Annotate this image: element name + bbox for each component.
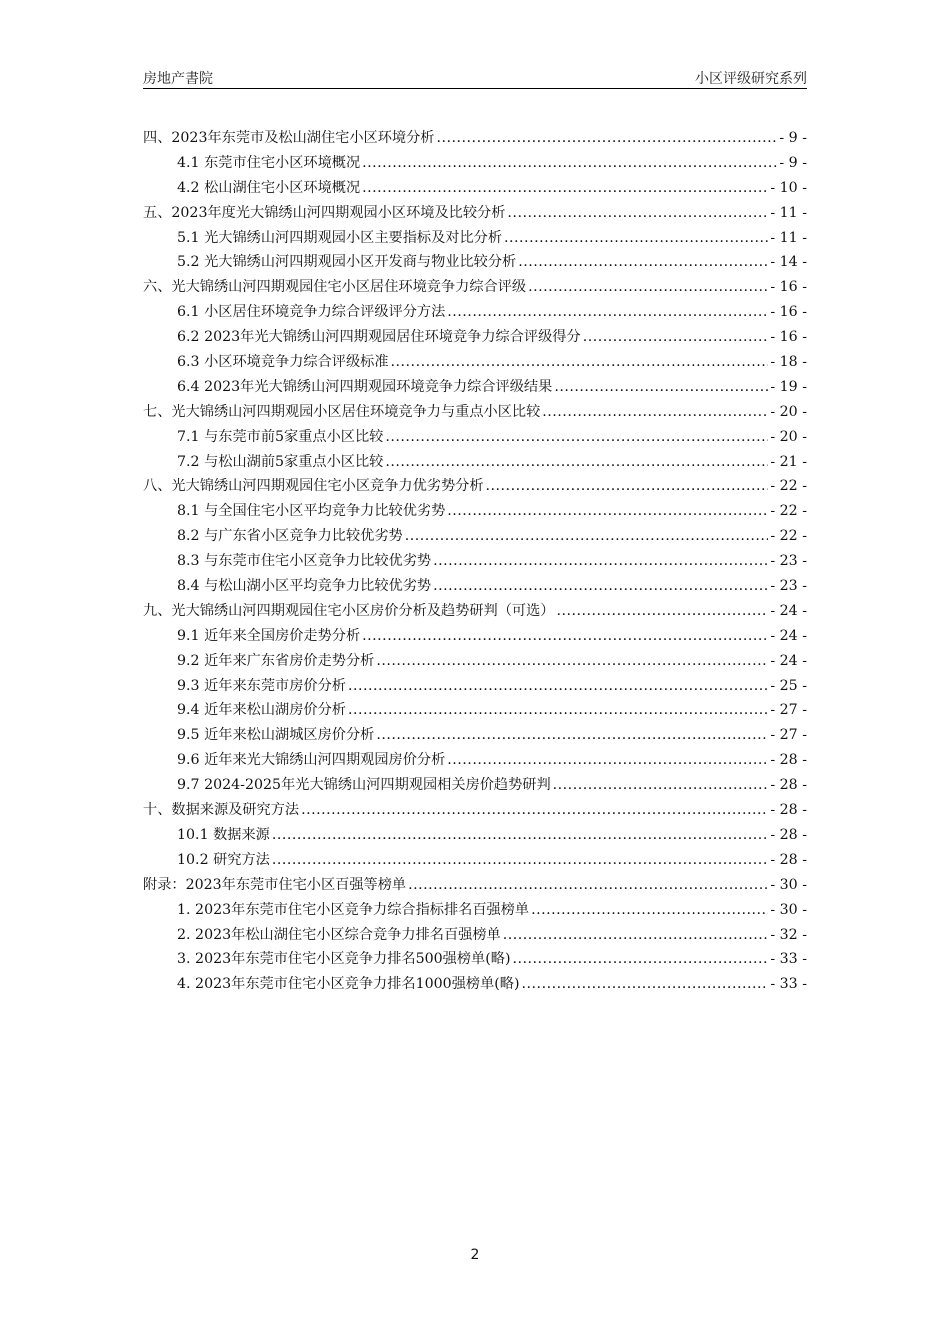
toc-entry-title: 八、光大锦绣山河四期观园住宅小区竞争力优劣势分析 <box>143 478 484 495</box>
toc-entry-title: 8.4 与松山湖小区平均竞争力比较优劣势 <box>177 578 432 595</box>
toc-entry-title: 9.1 近年来全国房价走势分析 <box>177 627 361 644</box>
toc-dot-leader <box>542 404 768 420</box>
toc-entry-title: 6.1 小区居住环境竞争力综合评级评分方法 <box>177 304 446 321</box>
toc-section-entry[interactable] <box>143 251 807 276</box>
toc-section-entry[interactable] <box>143 774 807 799</box>
toc-chapter-entry[interactable] <box>143 401 807 426</box>
toc-entry-page: - 24 - <box>770 627 807 644</box>
table-of-contents <box>143 127 807 998</box>
toc-dot-leader <box>504 230 768 246</box>
toc-entry-page: - 25 - <box>770 677 807 694</box>
header-right-text: 小区评级研究系列 <box>695 71 807 87</box>
toc-entry-title: 十、数据来源及研究方法 <box>143 802 300 819</box>
toc-entry-page: - 9 - <box>779 154 807 171</box>
toc-section-entry[interactable] <box>143 500 807 525</box>
toc-dot-leader <box>362 628 768 644</box>
header-left-text: 房地产書院 <box>143 71 213 87</box>
toc-dot-leader <box>503 927 769 943</box>
toc-entry-page: - 28 - <box>770 851 807 868</box>
toc-entry-title: 5.1 光大锦绣山河四期观园小区主要指标及对比分析 <box>177 229 503 246</box>
toc-chapter-entry[interactable] <box>143 475 807 500</box>
toc-entry-page: - 10 - <box>770 179 807 196</box>
toc-section-entry[interactable] <box>143 650 807 675</box>
toc-section-entry[interactable] <box>143 973 807 998</box>
toc-entry-page: - 23 - <box>770 578 807 595</box>
toc-entry-title: 9.5 近年来松山湖城区房价分析 <box>177 727 375 744</box>
toc-entry-page: - 20 - <box>770 403 807 420</box>
toc-section-entry[interactable] <box>143 724 807 749</box>
toc-entry-page: - 11 - <box>770 204 807 221</box>
toc-dot-leader <box>528 279 768 295</box>
toc-entry-title: 9.4 近年来松山湖房价分析 <box>177 702 346 719</box>
toc-entry-page: - 19 - <box>770 378 807 395</box>
toc-entry-title: 9.2 近年来广东省房价走势分析 <box>177 652 375 669</box>
toc-dot-leader <box>362 155 777 171</box>
toc-chapter-entry[interactable] <box>143 600 807 625</box>
toc-dot-leader <box>376 727 768 743</box>
toc-entry-page: - 16 - <box>770 329 807 346</box>
toc-section-entry[interactable] <box>143 625 807 650</box>
toc-entry-page: - 24 - <box>770 652 807 669</box>
toc-chapter-entry[interactable] <box>143 276 807 301</box>
toc-entry-page: - 28 - <box>770 826 807 843</box>
toc-entry-title: 七、光大锦绣山河四期观园小区居住环境竞争力与重点小区比较 <box>143 403 541 420</box>
toc-entry-title: 9.7 2024-2025年光大锦绣山河四期观园相关房价趋势研判 <box>177 777 551 794</box>
toc-dot-leader <box>385 429 768 445</box>
toc-dot-leader <box>376 653 768 669</box>
toc-section-entry[interactable] <box>143 351 807 376</box>
toc-entry-page: - 16 - <box>770 304 807 321</box>
toc-section-entry[interactable] <box>143 699 807 724</box>
toc-entry-page: - 24 - <box>770 602 807 619</box>
toc-entry-page: - 27 - <box>770 727 807 744</box>
toc-entry-page: - 14 - <box>770 254 807 271</box>
toc-section-entry[interactable] <box>143 849 807 874</box>
page-header <box>143 64 807 89</box>
toc-section-entry[interactable] <box>143 451 807 476</box>
toc-dot-leader <box>408 877 768 893</box>
toc-section-entry[interactable] <box>143 948 807 973</box>
toc-entry-page: - 22 - <box>770 528 807 545</box>
toc-dot-leader <box>554 379 768 395</box>
toc-entry-page: - 28 - <box>770 802 807 819</box>
toc-entry-title: 1. 2023年东莞市住宅小区竞争力综合指标排名百强榜单 <box>177 901 530 918</box>
toc-entry-title: 8.1 与全国住宅小区平均竞争力比较优劣势 <box>177 503 446 520</box>
toc-dot-leader <box>447 752 768 768</box>
toc-section-entry[interactable] <box>143 899 807 924</box>
toc-chapter-entry[interactable] <box>143 127 807 152</box>
toc-entry-page: - 21 - <box>770 453 807 470</box>
toc-entry-page: - 11 - <box>770 229 807 246</box>
toc-section-entry[interactable] <box>143 675 807 700</box>
toc-entry-page: - 22 - <box>770 503 807 520</box>
toc-entry-title: 六、光大锦绣山河四期观园住宅小区居住环境竞争力综合评级 <box>143 279 527 296</box>
toc-chapter-entry[interactable] <box>143 799 807 824</box>
toc-entry-page: - 16 - <box>770 279 807 296</box>
toc-dot-leader <box>507 205 768 221</box>
toc-section-entry[interactable] <box>143 426 807 451</box>
toc-entry-page: - 30 - <box>770 901 807 918</box>
toc-entry-title: 10.2 研究方法 <box>177 851 270 868</box>
toc-dot-leader <box>272 827 768 843</box>
page-number: 2 <box>470 1247 480 1263</box>
toc-section-entry[interactable] <box>143 227 807 252</box>
toc-entry-page: - 9 - <box>779 130 807 146</box>
toc-entry-page: - 28 - <box>770 752 807 769</box>
toc-dot-leader <box>391 354 769 370</box>
toc-entry-title: 四、2023年东莞市及松山湖住宅小区环境分析 <box>143 130 435 146</box>
toc-dot-leader <box>513 951 769 967</box>
toc-dot-leader <box>583 329 769 345</box>
toc-chapter-entry[interactable] <box>143 202 807 227</box>
toc-section-entry[interactable] <box>143 749 807 774</box>
toc-entry-page: - 20 - <box>770 428 807 445</box>
toc-entry-page: - 18 - <box>770 354 807 371</box>
toc-entry-title: 4.2 松山湖住宅小区环境概况 <box>177 179 361 196</box>
toc-entry-title: 6.2 2023年光大锦绣山河四期观园居住环境竞争力综合评级得分 <box>177 329 581 346</box>
toc-entry-title: 附录：2023年东莞市住宅小区百强等榜单 <box>143 876 407 893</box>
toc-dot-leader <box>553 777 769 793</box>
toc-entry-title: 7.1 与东莞市前5家重点小区比较 <box>177 428 384 445</box>
toc-section-entry[interactable] <box>143 177 807 202</box>
toc-entry-title: 9.3 近年来东莞市房价分析 <box>177 677 346 694</box>
toc-dot-leader <box>272 852 768 868</box>
toc-entry-page: - 33 - <box>770 976 807 993</box>
toc-dot-leader <box>362 180 768 196</box>
toc-dot-leader <box>433 553 768 569</box>
toc-dot-leader <box>556 603 768 619</box>
toc-entry-page: - 23 - <box>770 553 807 570</box>
toc-section-entry[interactable] <box>143 326 807 351</box>
toc-entry-page: - 32 - <box>770 926 807 943</box>
toc-section-entry[interactable] <box>143 376 807 401</box>
toc-dot-leader <box>301 802 768 818</box>
toc-entry-page: - 27 - <box>770 702 807 719</box>
toc-entry-title: 8.2 与广东省小区竞争力比较优劣势 <box>177 528 403 545</box>
toc-dot-leader <box>405 528 769 544</box>
toc-entry-title: 九、光大锦绣山河四期观园住宅小区房价分析及趋势研判（可选） <box>143 602 555 619</box>
toc-dot-leader <box>522 976 769 992</box>
toc-entry-title: 5.2 光大锦绣山河四期观园小区开发商与物业比较分析 <box>177 254 517 271</box>
toc-entry-title: 10.1 数据来源 <box>177 826 270 843</box>
toc-chapter-entry[interactable] <box>143 874 807 899</box>
toc-dot-leader <box>348 702 768 718</box>
toc-section-entry[interactable] <box>143 550 807 575</box>
toc-entry-title: 2. 2023年松山湖住宅小区综合竞争力排名百强榜单 <box>177 926 501 943</box>
toc-entry-title: 6.3 小区环境竞争力综合评级标准 <box>177 354 389 371</box>
toc-entry-title: 6.4 2023年光大锦绣山河四期观园环境竞争力综合评级结果 <box>177 378 553 395</box>
toc-entry-page: - 22 - <box>770 478 807 495</box>
toc-entry-title: 8.3 与东莞市住宅小区竞争力比较优劣势 <box>177 553 432 570</box>
toc-entry-title: 9.6 近年来光大锦绣山河四期观园房价分析 <box>177 752 446 769</box>
toc-entry-title: 7.2 与松山湖前5家重点小区比较 <box>177 453 384 470</box>
toc-dot-leader <box>385 454 768 470</box>
toc-entry-page: - 28 - <box>770 777 807 794</box>
toc-dot-leader <box>433 578 768 594</box>
toc-dot-leader <box>486 478 769 494</box>
toc-section-entry[interactable] <box>143 824 807 849</box>
toc-dot-leader <box>447 503 768 519</box>
toc-entry-page: - 33 - <box>770 951 807 968</box>
toc-section-entry[interactable] <box>143 924 807 949</box>
toc-entry-title: 4.1 东莞市住宅小区环境概况 <box>177 154 361 171</box>
toc-dot-leader <box>447 304 768 320</box>
toc-dot-leader <box>436 130 777 146</box>
toc-entry-title: 3. 2023年东莞市住宅小区竞争力排名500强榜单(略) <box>177 951 511 968</box>
toc-dot-leader <box>518 254 768 270</box>
toc-dot-leader <box>348 678 768 694</box>
toc-entry-title: 4. 2023年东莞市住宅小区竞争力排名1000强榜单(略) <box>177 976 520 993</box>
toc-entry-page: - 30 - <box>770 876 807 893</box>
toc-section-entry[interactable] <box>143 525 807 550</box>
toc-section-entry[interactable] <box>143 301 807 326</box>
toc-section-entry[interactable] <box>143 575 807 600</box>
toc-dot-leader <box>531 902 768 918</box>
toc-entry-title: 五、2023年度光大锦绣山河四期观园小区环境及比较分析 <box>143 204 506 221</box>
toc-section-entry[interactable] <box>143 152 807 177</box>
